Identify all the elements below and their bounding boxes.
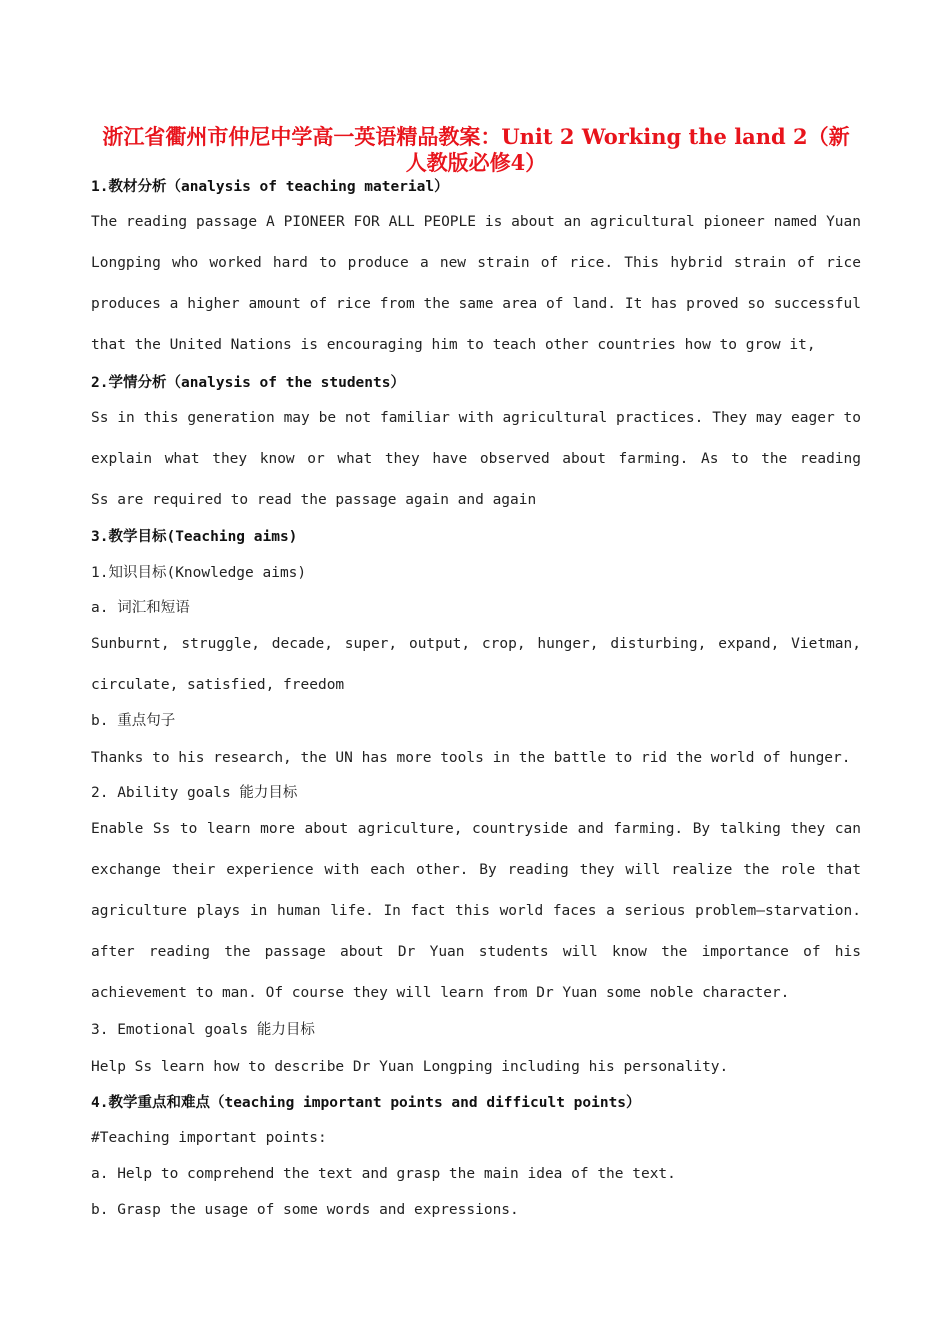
paragraph-line: Enable Ss to learn more about agriculture, countryside and farming. By talking they can [91, 821, 861, 837]
section-2-paragraph [91, 398, 861, 521]
key-sentence: Thanks to his research, the UN has more tools in the battle to rid the world of hunger. [91, 750, 851, 766]
section-2-heading: 2.学情分析（analysis of the students） [91, 375, 405, 391]
paragraph-line: produces a higher amount of rice from the same area of land. It has proved so successful [91, 296, 861, 312]
paragraph-line: achievement to man. Of course they will learn from Dr Yuan some noble character. [91, 985, 790, 1001]
document-title [92, 124, 860, 176]
paragraph-line: Sunburnt, struggle, decade, super, output, crop, hunger, disturbing, expand, Vietman, [91, 636, 861, 652]
knowledge-aims-heading: 1.知识目标(Knowledge aims) [91, 565, 307, 581]
section-1-paragraph [91, 202, 861, 366]
section-3-heading: 3.教学目标(Teaching aims) [91, 529, 298, 545]
vocab-list [91, 624, 861, 706]
paragraph-line: that the United Nations is encouraging him to teach other countries how to grow it, [91, 337, 816, 353]
ability-goals-paragraph [91, 809, 861, 1014]
section-1-heading: 1.教材分析（analysis of teaching material） [91, 179, 449, 195]
paragraph-line: explain what they know or what they have observed about farming. As to the reading [91, 451, 861, 467]
paragraph-line: after reading the passage about Dr Yuan students will know the importance of his [91, 944, 861, 960]
emotional-goals-heading: 3. Emotional goals 能力目标 [91, 1022, 315, 1038]
vocab-heading: a. 词汇和短语 [91, 600, 190, 616]
important-point-a: a. Help to comprehend the text and grasp the main idea of the text. [91, 1166, 676, 1182]
paragraph-line: circulate, satisfied, freedom [91, 677, 345, 693]
title-line-1: 浙江省衢州市仲尼中学高一英语精品教案：Unit 2 Working the land 2（新 [102, 124, 850, 149]
paragraph-line: Ss are required to read the passage again and again [91, 492, 537, 508]
important-points-heading: #Teaching important points: [91, 1130, 327, 1146]
section-4-heading: 4.教学重点和难点（teaching important points and difficult points） [91, 1095, 641, 1111]
paragraph-line: exchange their experience with each other. By reading they will realize the role that [91, 862, 861, 878]
emotional-goals-text: Help Ss learn how to describe Dr Yuan Longping including his personality. [91, 1059, 729, 1075]
paragraph-line: Longping who worked hard to produce a new strain of rice. This hybrid strain of rice [91, 255, 861, 271]
paragraph-line: agriculture plays in human life. In fact this world faces a serious problem—starvation. [91, 903, 861, 919]
paragraph-line: The reading passage A PIONEER FOR ALL PEOPLE is about an agricultural pioneer named Yuan [91, 214, 861, 230]
important-point-b: b. Grasp the usage of some words and expressions. [91, 1202, 519, 1218]
title-line-2: 人教版必修4） [405, 150, 547, 175]
paragraph-line: Ss in this generation may be not familiar with agricultural practices. They may eager to [91, 410, 861, 426]
ability-goals-heading: 2. Ability goals 能力目标 [91, 785, 298, 801]
key-sentence-heading: b. 重点句子 [91, 713, 176, 729]
